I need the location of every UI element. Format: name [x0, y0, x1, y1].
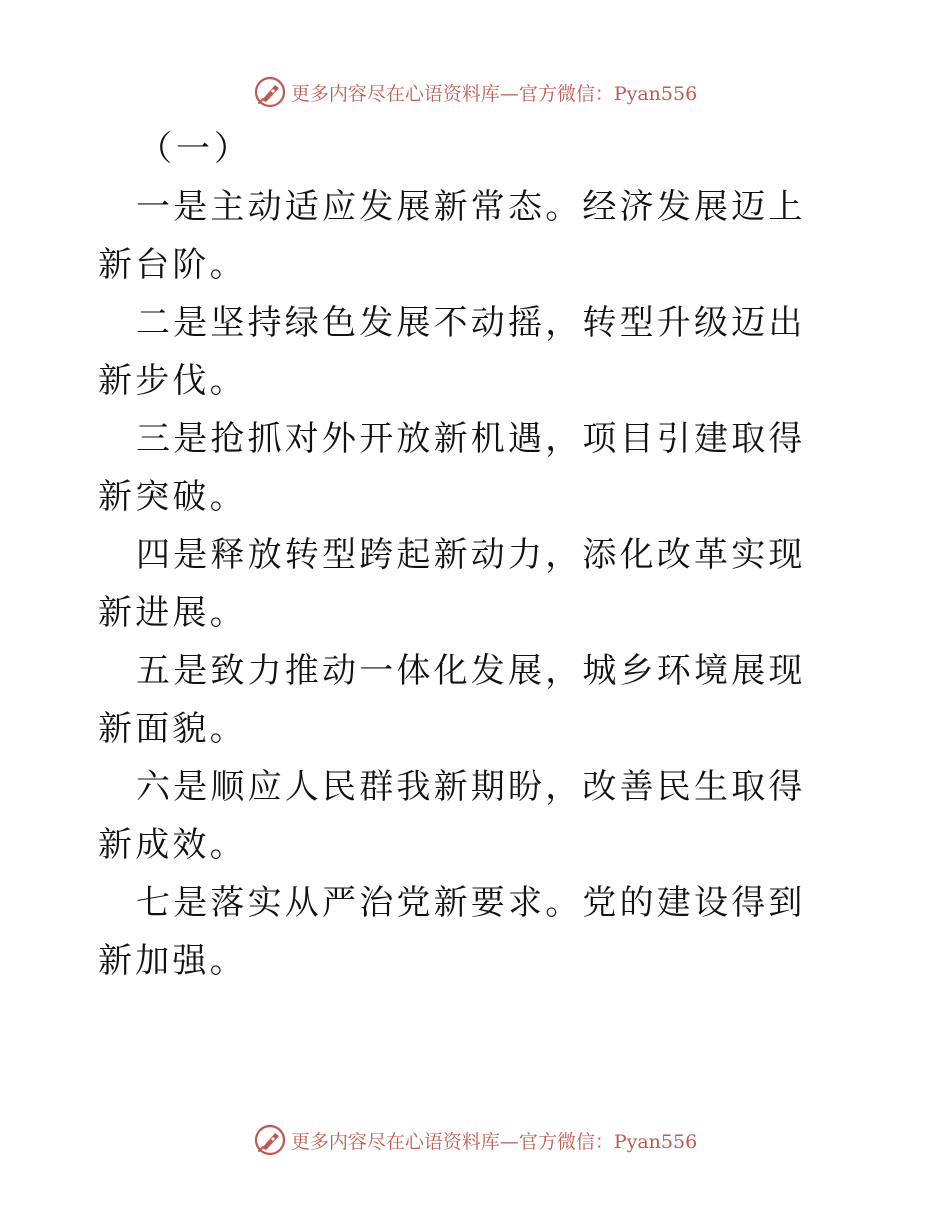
paragraph-4: 四是释放转型跨起新动力，添化改革实现新进展。	[98, 535, 806, 633]
footer-banner	[0, 1120, 950, 1160]
footer-banner-inner	[253, 1123, 697, 1157]
paragraph-1: 一是主动适应发展新常态。经济发展迈上新台阶。	[98, 187, 806, 285]
footer-banner-text: 更多内容尽在心语资料库—官方微信：Pyan556	[290, 1130, 698, 1153]
pen-nib-icon	[253, 1123, 287, 1157]
section-heading: （一）	[138, 129, 252, 169]
paragraph-5: 五是致力推动一体化发展，城乡环境展现新面貌。	[98, 651, 806, 749]
header-banner	[0, 72, 950, 112]
paragraph-2: 二是坚持绿色发展不动摇，转型升级迈出新步伐。	[98, 303, 806, 401]
header-banner-text: 更多内容尽在心语资料库—官方微信：Pyan556	[290, 82, 698, 105]
pen-nib-icon	[253, 75, 287, 109]
paragraph-6: 六是顺应人民群我新期盼，改善民生取得新成效。	[98, 767, 806, 865]
paragraph-7: 七是落实从严治党新要求。党的建设得到新加强。	[98, 883, 806, 981]
document-body	[98, 120, 818, 990]
header-banner-inner	[253, 75, 697, 109]
paragraph-3: 三是抢抓对外开放新机遇，项目引建取得新突破。	[98, 419, 806, 517]
